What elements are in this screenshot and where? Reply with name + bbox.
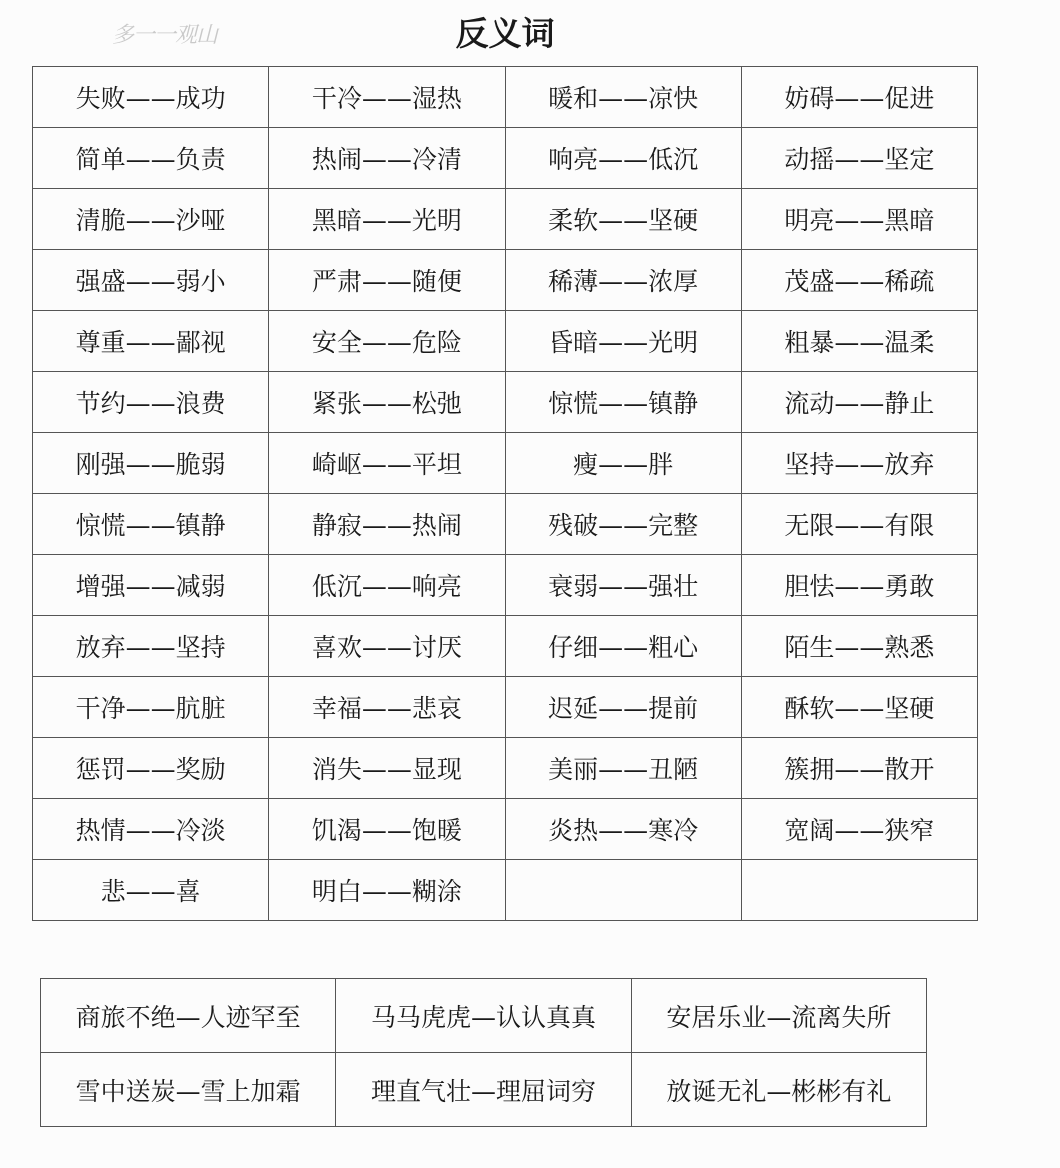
- antonym-pair-cell: 清脆——沙哑: [33, 189, 269, 250]
- antonym-pair-cell: 惊慌——镇静: [505, 372, 741, 433]
- table-row: [33, 67, 978, 128]
- antonym-pair-cell: 热情——冷淡: [33, 799, 269, 860]
- table-row: [33, 616, 978, 677]
- antonym-pair-cell: 响亮——低沉: [505, 128, 741, 189]
- table-row: [33, 677, 978, 738]
- antonym-pair-cell: 安全——危险: [269, 311, 505, 372]
- table-row: [41, 1053, 927, 1127]
- antonym-pair-cell: 美丽——丑陋: [505, 738, 741, 799]
- table-row: [33, 860, 978, 921]
- table-row: [33, 494, 978, 555]
- antonym-pair-cell: 粗暴——温柔: [741, 311, 977, 372]
- table-row: [33, 250, 978, 311]
- antonym-pair-cell: 残破——完整: [505, 494, 741, 555]
- table-row: [33, 311, 978, 372]
- antonym-pair-cell: 明亮——黑暗: [741, 189, 977, 250]
- table-row: [33, 189, 978, 250]
- antonym-pair-cell: 放弃——坚持: [33, 616, 269, 677]
- antonym-pair-cell: 饥渴——饱暖: [269, 799, 505, 860]
- antonym-pair-cell: 悲——喜: [33, 860, 269, 921]
- table-row: [41, 979, 927, 1053]
- antonym-pair-cell: 动摇——坚定: [741, 128, 977, 189]
- antonym-pair-cell: 无限——有限: [741, 494, 977, 555]
- antonym-pair-cell: 暖和——凉快: [505, 67, 741, 128]
- antonym-pair-cell: 仔细——粗心: [505, 616, 741, 677]
- antonym-idiom-table: [40, 978, 927, 1127]
- table-row: [33, 128, 978, 189]
- antonym-pair-cell: 干冷——湿热: [269, 67, 505, 128]
- antonym-pair-cell: 茂盛——稀疏: [741, 250, 977, 311]
- antonym-pair-cell: 简单——负责: [33, 128, 269, 189]
- antonym-pair-cell: 瘦——胖: [505, 433, 741, 494]
- antonym-pair-cell: 热闹——冷清: [269, 128, 505, 189]
- antonym-pair-cell: 节约——浪费: [33, 372, 269, 433]
- antonym-pair-cell: 酥软——坚硬: [741, 677, 977, 738]
- antonym-pair-cell: 崎岖——平坦: [269, 433, 505, 494]
- watermark-handwriting: 多一一观山: [112, 23, 218, 48]
- antonym-pair-cell: 衰弱——强壮: [505, 555, 741, 616]
- antonym-pair-cell: 失败——成功: [33, 67, 269, 128]
- antonym-pair-cell: 喜欢——讨厌: [269, 616, 505, 677]
- antonym-pair-cell: 增强——减弱: [33, 555, 269, 616]
- antonym-pair-cell: 柔软——坚硬: [505, 189, 741, 250]
- antonym-pair-cell: 妨碍——促进: [741, 67, 977, 128]
- antonym-pair-cell: 稀薄——浓厚: [505, 250, 741, 311]
- antonym-pair-cell: 紧张——松弛: [269, 372, 505, 433]
- antonym-pair-cell: 幸福——悲哀: [269, 677, 505, 738]
- table-row: [33, 799, 978, 860]
- antonym-pair-cell: 商旅不绝—人迹罕至: [41, 979, 336, 1053]
- antonym-pair-cell: 马马虎虎—认认真真: [336, 979, 631, 1053]
- antonym-pair-cell: 干净——肮脏: [33, 677, 269, 738]
- antonym-pair-cell: 坚持——放弃: [741, 433, 977, 494]
- antonym-pair-cell: 尊重——鄙视: [33, 311, 269, 372]
- antonym-pair-cell: 迟延——提前: [505, 677, 741, 738]
- table-row: [33, 433, 978, 494]
- antonym-pair-cell: 炎热——寒冷: [505, 799, 741, 860]
- table-row: [33, 555, 978, 616]
- antonym-pair-cell: 昏暗——光明: [505, 311, 741, 372]
- antonym-pair-cell: 黑暗——光明: [269, 189, 505, 250]
- antonym-pair-cell: 强盛——弱小: [33, 250, 269, 311]
- antonym-pair-cell: 流动——静止: [741, 372, 977, 433]
- antonym-pair-cell: 惩罚——奖励: [33, 738, 269, 799]
- antonym-pair-cell: 胆怯——勇敢: [741, 555, 977, 616]
- antonym-pair-cell: 陌生——熟悉: [741, 616, 977, 677]
- antonym-pair-cell: [741, 860, 977, 921]
- antonym-pair-cell: 理直气壮—理屈词穷: [336, 1053, 631, 1127]
- antonym-pair-cell: 刚强——脆弱: [33, 433, 269, 494]
- antonym-word-table: [32, 66, 978, 921]
- antonym-pair-cell: 雪中送炭—雪上加霜: [41, 1053, 336, 1127]
- antonym-pair-cell: [505, 860, 741, 921]
- antonym-pair-cell: 放诞无礼—彬彬有礼: [631, 1053, 926, 1127]
- page-title: 反义词: [455, 14, 555, 53]
- antonym-pair-cell: 严肃——随便: [269, 250, 505, 311]
- antonym-pair-cell: 安居乐业—流离失所: [631, 979, 926, 1053]
- antonym-pair-cell: 惊慌——镇静: [33, 494, 269, 555]
- antonym-pair-cell: 静寂——热闹: [269, 494, 505, 555]
- table-row: [33, 738, 978, 799]
- antonym-pair-cell: 低沉——响亮: [269, 555, 505, 616]
- antonym-pair-cell: 消失——显现: [269, 738, 505, 799]
- antonym-pair-cell: 簇拥——散开: [741, 738, 977, 799]
- antonym-pair-cell: 明白——糊涂: [269, 860, 505, 921]
- antonym-pair-cell: 宽阔——狭窄: [741, 799, 977, 860]
- table-row: [33, 372, 978, 433]
